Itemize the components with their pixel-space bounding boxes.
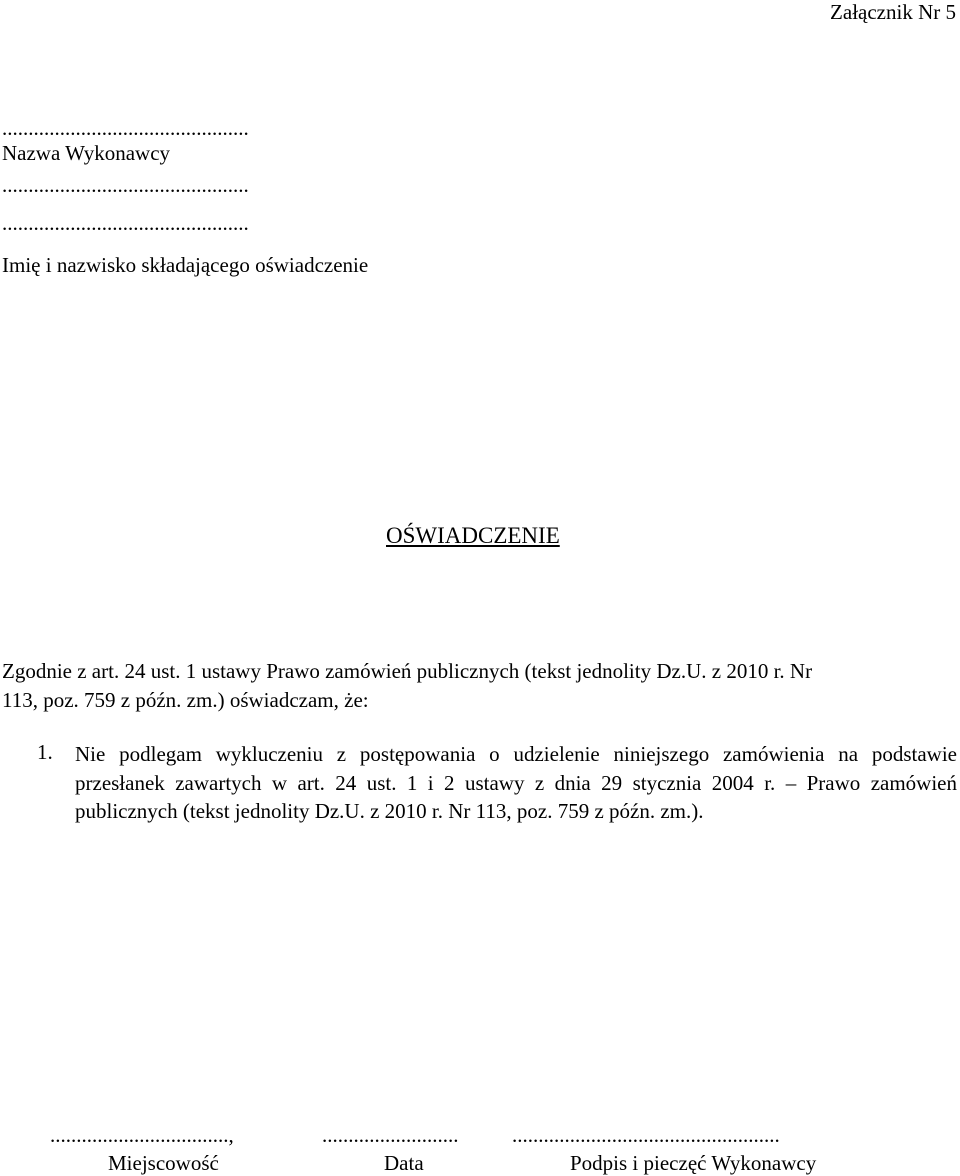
attachment-label: Załącznik Nr 5 — [830, 0, 956, 24]
signer-name-dots-1: ............................................... — [2, 173, 249, 197]
contractor-name-label: Nazwa Wykonawcy — [2, 141, 171, 165]
date-dots: .......................... — [322, 1123, 459, 1147]
list-item-number: 1. — [37, 740, 53, 764]
signature-dots: ................................................... — [512, 1123, 780, 1147]
document-title: OŚWIADCZENIE — [386, 523, 560, 548]
intro-text-line-2: 113, poz. 759 z późn. zm.) oświadczam, że: — [2, 688, 369, 712]
place-label: Miejscowość — [108, 1151, 219, 1175]
date-label: Data — [384, 1151, 424, 1175]
contractor-name-dots: ............................................... — [2, 116, 249, 140]
signer-name-label: Imię i nazwisko składającego oświadczenie — [2, 253, 369, 277]
list-item-text: Nie podlegam wykluczeniu z postępowania o udzielenie niniejszego zamówienia na podstawie przesłanek zawartych w art. 24 ust. 1 i 2 ustawy z dnia 29 stycznia 2004 r. – Prawo zamówień publicznych (tekst jednolity Dz.U. z 2010 r. Nr 113, poz. 759 z późn. zm.). — [75, 742, 957, 823]
signature-label: Podpis i pieczęć Wykonawcy — [570, 1151, 817, 1175]
intro-text-line-1: Zgodnie z art. 24 ust. 1 ustawy Prawo zamówień publicznych (tekst jednolity Dz.U. z 2010 r. Nr — [2, 659, 813, 683]
place-dots: .................................., — [50, 1123, 234, 1147]
signer-name-dots-2: ............................................... — [2, 211, 249, 235]
